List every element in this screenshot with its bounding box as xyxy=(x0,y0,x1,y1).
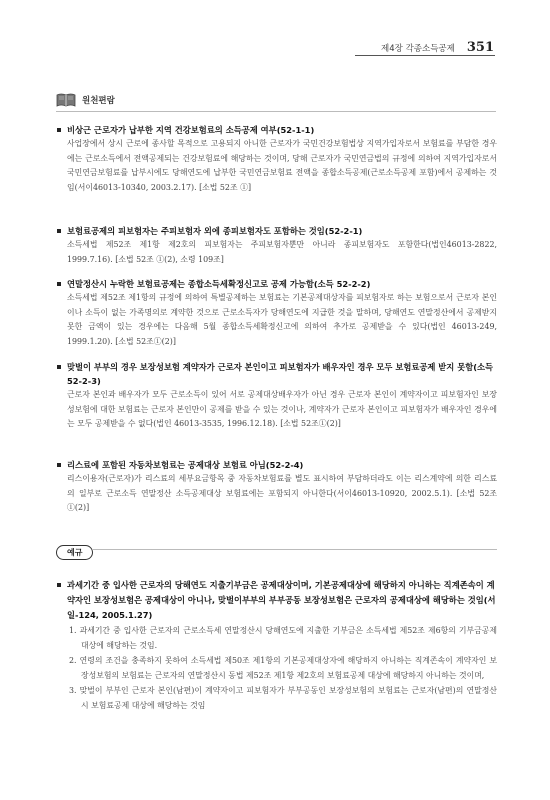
precedent-item-title: 연말정산시 누락한 보험료공제는 종합소득세확정신고로 공제 가능함(소득 52-2-2) xyxy=(57,277,497,291)
rule-subitem: 3. 맞벌이 부부인 근로자 본인(남편)이 계약자이고 피보험자가 부부공동인 보장성보험의 보험료는 근로자(남편)의 연말정산시 보험료공제 대상에 해당하는 것임 xyxy=(69,686,497,710)
precedent-item xyxy=(57,123,497,195)
section-rule-rule xyxy=(92,549,497,550)
rule-subitem: 1. 과세기간 중 입사한 근로자의 근로소득세 연말정산시 당해연도에 지출한 기부금은 소득세법 제52조 제6항의 기부금공제 대상에 해당하는 것임. xyxy=(69,626,497,650)
precedent-item-title: 비상근 근로자가 납부한 지역 건강보험료의 소득공제 여부(52-1-1) xyxy=(57,123,497,137)
precedent-item xyxy=(57,224,497,267)
precedent-item-body: 소득세법 제52조 제1항 제2호의 피보험자는 주피보험자뿐만 아니라 종피보험자도 포함한다(법인46013-2822, 1999.7.16). [소법 52조 ①(2), 소령 109조] xyxy=(67,240,497,264)
bullet-icon xyxy=(57,128,61,132)
precedent-item-title: 보험료공제의 피보험자는 주피보험자 외에 종피보험자도 포함하는 것임(52-2-1) xyxy=(57,224,497,238)
precedent-item xyxy=(57,360,497,432)
precedent-item xyxy=(57,277,497,349)
rule-subitem: 2. 연령의 조건을 충족하지 못하여 소득세법 제50조 제1항의 기본공제대상자에 해당하지 아니하는 직계존속이 계약자인 보장성보험의 보험료는 근로자의 연말정산시 동법 제52조 제1항 제2호의 보험료공제 대상에 해당하지 아니하는 것이며, xyxy=(69,656,497,680)
section-precedent-label: 원천편람 xyxy=(82,96,115,106)
precedent-item-body: 사업장에서 상시 근로에 종사할 목적으로 고용되지 아니한 근로자가 국민건강보험법상 지역가입자로서 보험료를 부담한 경우에는 근로소득에서 전액공제되는 건강보험료에 해당하는 것이며, 당해 근로자가 국민연금법의 규정에 의하여 지역가입자로서 국민연금보험료를 납부시에도 당해연도에 납부한 국민연금보험료 전액을 종합소득공제(근로소득공제 포함)에서 공제하는 것임(서이46013-10340, 2003.2.17). [소법 52조 ①] xyxy=(67,139,497,192)
section-precedent-heading xyxy=(56,92,115,108)
precedent-item-title: 리스료에 포함된 자동차보험료는 공제대상 보험료 아님(52-2-4) xyxy=(57,458,497,472)
rule-item-title: 과세기간 중 입사한 근로자의 당해연도 지출기부금은 공제대상이며, 기본공제대상에 해당하지 아니하는 직계존속이 계약자인 보장성보험은 공제대상이 아니나, 맞벌이부부의 부부공동 보장성보험은 근로자의 공제대상에 해당하는 것임(서일-124, 2005.1.27) xyxy=(57,578,497,623)
page-number: 351 xyxy=(466,40,494,55)
section-rule-heading xyxy=(56,540,93,560)
page-header xyxy=(381,40,494,55)
precedent-item xyxy=(57,458,497,516)
precedent-item-body: 소득세법 제52조 제1항의 규정에 의하여 특별공제하는 보험료는 기본공제대상자를 피보험자로 하는 보험으로서 근로자 본인이나 소득이 없는 가족명의로 계약한 것으로 근로소득자가 당해연도에 지급한 것을 말하며, 당해연도 연말정산에서 공제받지 못한 금액이 있는 경우에는 다음해 5월 종합소득세확정신고에 의하여 추가로 공제받을 수 있다(법인 46013-249, 1999.1.20). [소법 52조①(2)] xyxy=(67,293,497,346)
precedent-item-body: 근로자 본인과 배우자가 모두 근로소득이 있어 서로 공제대상배우자가 아닌 경우 근로자 본인이 계약자이고 피보험자인 보장성보험에 대한 보험료는 근로자 본인만이 공제를 받을 수 있는 것이나, 계약자가 근로자 본인이고 피보험자가 배우자인 경우에는 모두 공제받을 수 없다(법인 46013-3535, 1996.12.18). [소법 52조①(2)] xyxy=(67,390,497,428)
bullet-icon xyxy=(57,463,61,467)
chapter-title: 제4장 각종소득공제 xyxy=(381,44,455,54)
section-precedent-rule xyxy=(56,111,496,112)
header-rule xyxy=(355,55,495,56)
bullet-icon xyxy=(57,229,61,233)
section-rule-label: 예규 xyxy=(56,545,93,560)
bullet-icon xyxy=(57,583,61,587)
precedent-item-body: 리스이용자(근로자)가 리스료의 세부요금항목 중 자동차보험료를 별도 표시하여 부담하더라도 이는 리스계약에 의한 리스료의 일부로 근로소득 연말정산 소득공제대상 보험료에는 포함되지 아니한다(서이46013-10920, 2002.5.1). [소법 52조 ①(2)] xyxy=(67,474,497,512)
book-icon xyxy=(56,92,76,108)
precedent-item-title: 맞벌이 부부의 경우 보장성보험 계약자가 근로자 본인이고 피보험자가 배우자인 경우 모두 보험료공제 받지 못함(소득 52-2-3) xyxy=(57,360,497,388)
rule-item xyxy=(57,578,497,713)
bullet-icon xyxy=(57,282,61,286)
bullet-icon xyxy=(57,365,61,369)
